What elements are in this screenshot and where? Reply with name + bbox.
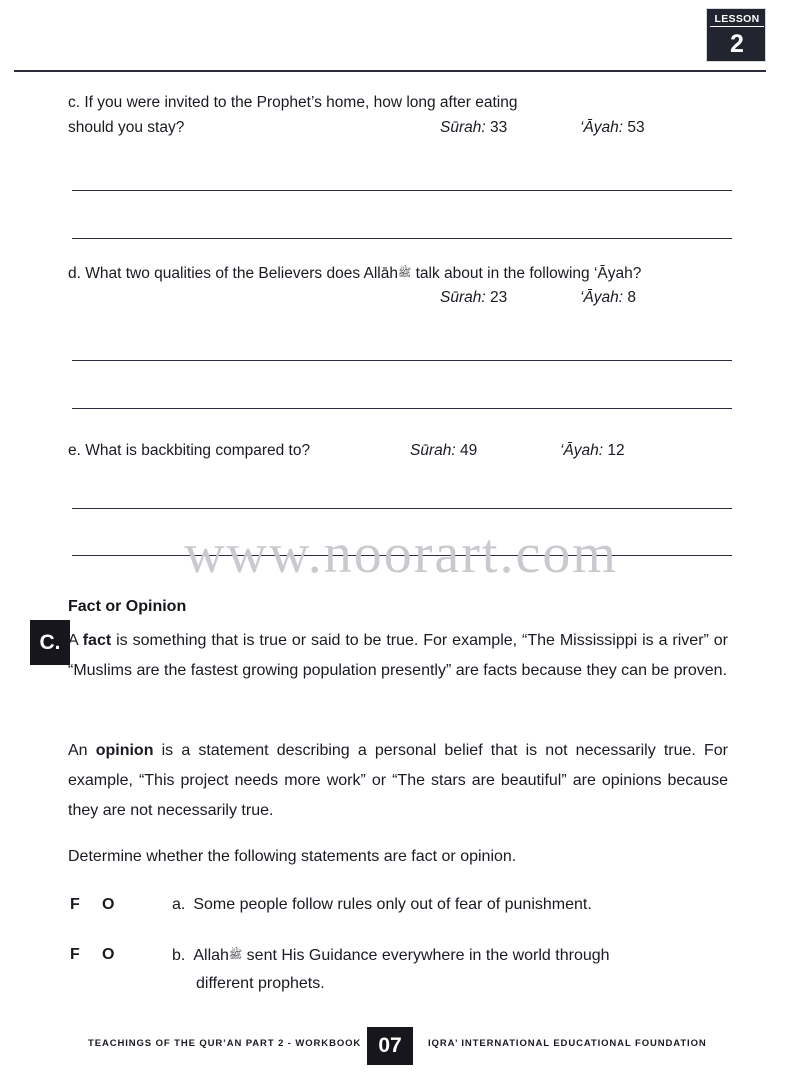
answer-line[interactable]	[72, 408, 732, 409]
opinion-text-before: An	[68, 742, 96, 759]
question-d-surah-reference	[440, 285, 507, 310]
ayah-value: 8	[627, 289, 637, 306]
item-b-statement-after: sent His Guidance everywhere in the world through	[246, 947, 610, 964]
lesson-badge-number: 2	[730, 30, 744, 58]
paragraph-opinion	[68, 736, 728, 826]
watermark: www.noorart.com	[184, 523, 618, 585]
ayah-label: ‘Āyah:	[560, 442, 604, 459]
question-d-text-after: talk about in the following ‘Āyah?	[415, 265, 642, 282]
opinion-text-after: is a statement describing a personal belief that is not necessarily true. For example, “This project needs more work” or “The stars are beautiful” are opinions because they are not necessarily true.	[68, 742, 729, 819]
surah-value: 23	[489, 289, 508, 306]
question-d-line1	[68, 260, 748, 286]
lesson-badge-label: LESSON	[710, 12, 764, 27]
paragraph-instruction: Determine whether the following statements are fact or opinion.	[68, 848, 517, 865]
surah-label: Sūrah:	[440, 289, 486, 306]
answer-line[interactable]	[72, 555, 732, 556]
footer-publisher: IQRA’ INTERNATIONAL EDUCATIONAL FOUNDATION	[428, 1038, 707, 1049]
answer-line[interactable]	[72, 360, 732, 361]
footer-book-title: TEACHINGS OF THE QUR’AN PART 2 - WORKBOOK	[88, 1038, 362, 1049]
surah-value: 33	[489, 119, 508, 136]
surah-label: Sūrah:	[440, 119, 486, 136]
question-c-surah-reference	[440, 115, 507, 140]
item-letter-a: a.	[172, 896, 186, 913]
ayah-value: 12	[607, 442, 625, 459]
item-b-statement-line2: different prophets.	[196, 975, 325, 992]
question-e-surah-reference	[410, 438, 477, 463]
fact-text-before: A	[68, 632, 83, 649]
opinion-keyword: opinion	[95, 742, 154, 759]
answer-line[interactable]	[72, 238, 732, 239]
question-c-line2: should you stay?	[68, 119, 185, 136]
fact-text-after: is something that is true or said to be true. For example, “The Mississippi is a river” or “Muslims are the fastest growing population presently” are facts because they can be proven.	[68, 632, 729, 679]
answer-line[interactable]	[72, 190, 732, 191]
fact-keyword: fact	[82, 632, 112, 649]
question-e-line1: e. What is backbiting compared to?	[68, 442, 311, 459]
question-e-ayah-reference	[560, 438, 625, 463]
header-rule	[14, 70, 766, 72]
ayah-value: 53	[627, 119, 645, 136]
section-heading: Fact or Opinion	[68, 598, 187, 615]
item-a-statement: Some people follow rules only out of fear of punishment.	[193, 896, 592, 913]
ayah-label: ‘Āyah:	[580, 289, 624, 306]
opinion-option-b[interactable]: O	[102, 946, 115, 963]
question-c-line1: c. If you were invited to the Prophet’s home, how long after eating	[68, 94, 518, 111]
question-d-ayah-reference	[580, 285, 636, 310]
item-b-statement-before: Allah	[193, 947, 229, 964]
allah-honorific-icon: ﷺ	[228, 948, 243, 961]
lesson-badge	[706, 8, 766, 62]
surah-value: 49	[459, 442, 478, 459]
paragraph-fact	[68, 626, 728, 686]
answer-line[interactable]	[72, 508, 732, 509]
fact-opinion-item-a-text	[172, 890, 732, 919]
fact-option-a[interactable]: F	[70, 896, 80, 913]
footer-page-number: 07	[367, 1027, 413, 1065]
surah-label: Sūrah:	[410, 442, 456, 459]
item-letter-b: b.	[172, 947, 186, 964]
allah-honorific-icon: ﷺ	[398, 266, 412, 279]
question-d-text-before: d. What two qualities of the Believers does Allāh	[68, 265, 398, 282]
question-c-ayah-reference	[580, 115, 645, 140]
section-marker-c: C.	[30, 620, 70, 665]
ayah-label: ‘Āyah:	[580, 119, 624, 136]
fact-option-b[interactable]: F	[70, 946, 80, 963]
fact-opinion-item-b-text	[172, 940, 732, 970]
opinion-option-a[interactable]: O	[102, 896, 115, 913]
